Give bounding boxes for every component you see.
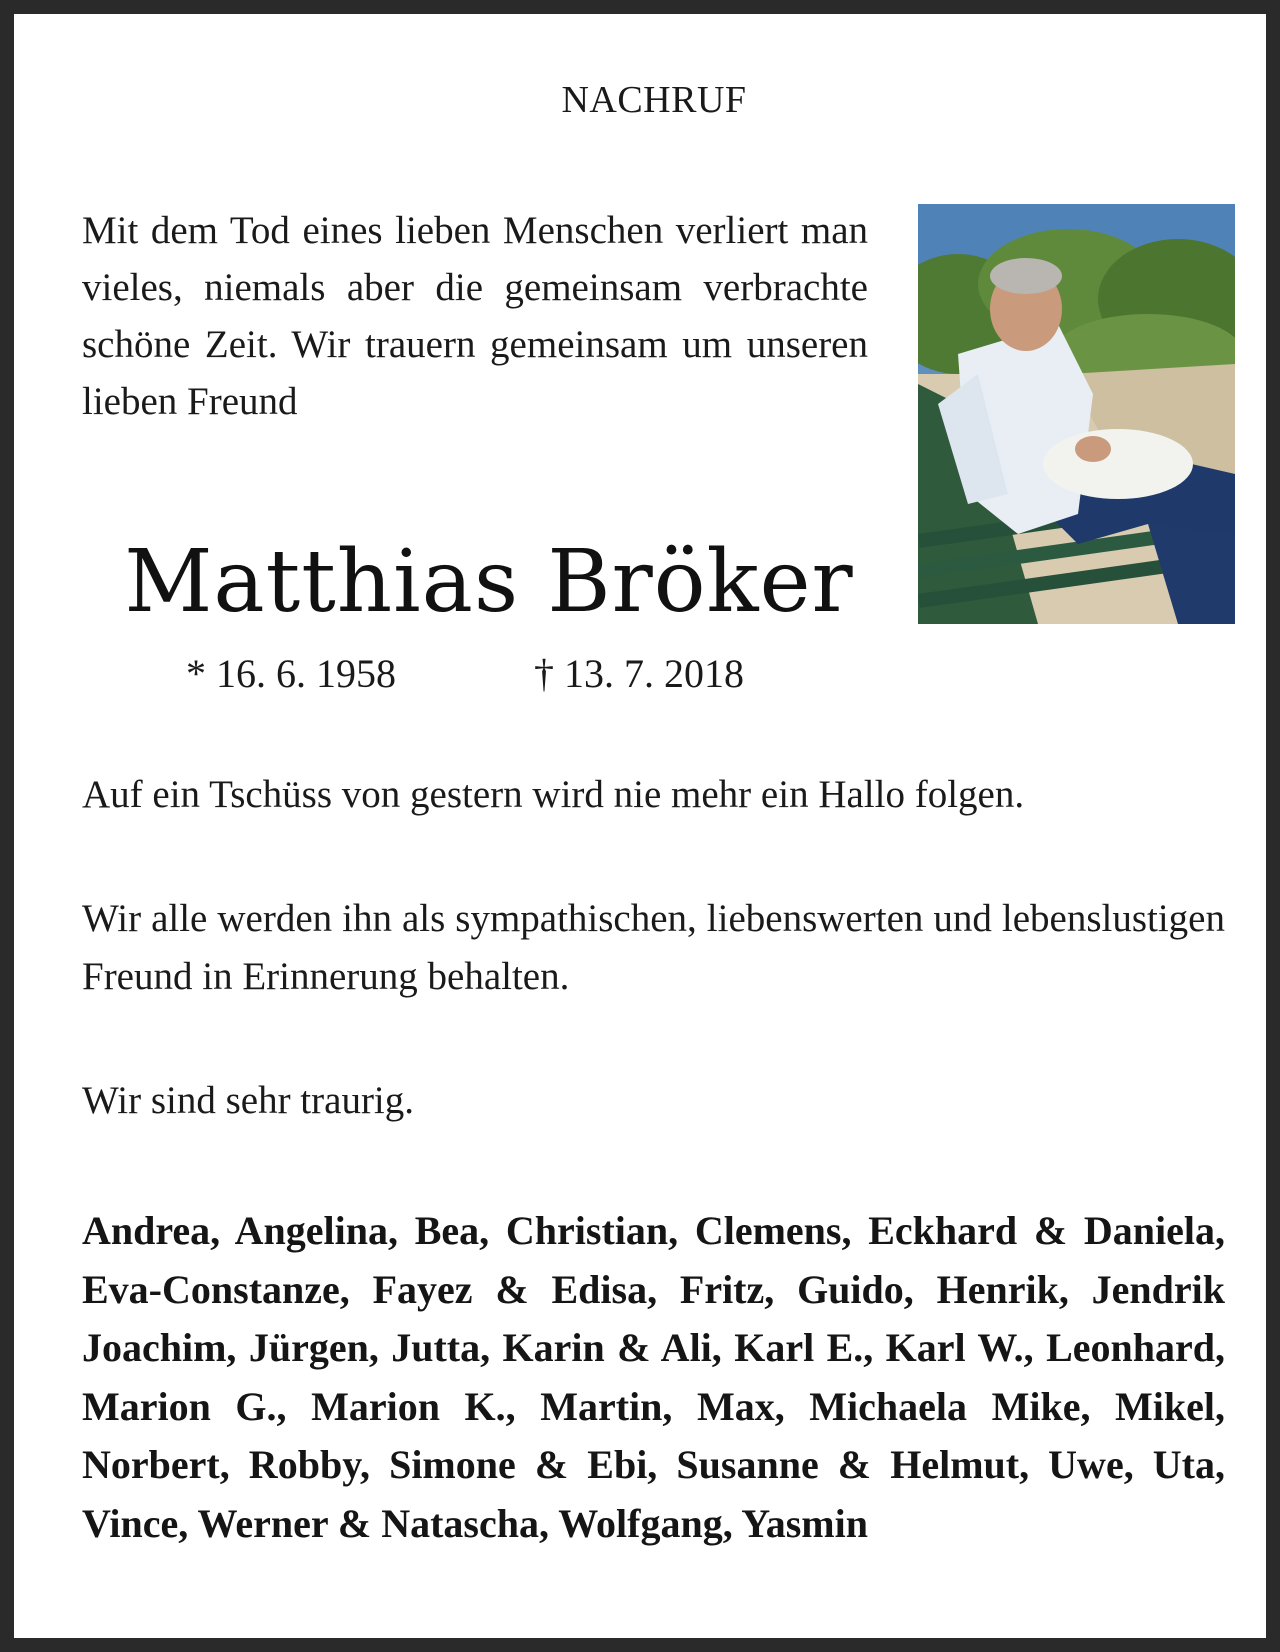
quote-paragraph: Auf ein Tschüss von gestern wird nie mehr ein Hallo folgen. — [82, 773, 1025, 816]
birth-date: * 16. 6. 1958 — [186, 651, 396, 696]
deceased-name: Matthias Bröker — [124, 532, 854, 632]
mourners-list: Andrea, Angelina, Bea, Christian, Clemens, Eckhard & Daniela, Eva-Constanze, Fayez & Edisa, Fritz, Guido, Henrik, Jendrik Joachim, Jürgen, Jutta, Karin & Ali, Karl E., Karl W., Leonhard, Marion G., Marion K., Martin, Max, Michaela Mike, Mikel, Norbert, Robby, Simone & Ebi, Susanne & Helmut, Uwe, Uta, Vince, Werner & Natascha, Wolfgang, Yasmin — [82, 1208, 1225, 1546]
sorrow-paragraph: Wir sind sehr traurig. — [82, 1079, 415, 1122]
portrait-photo — [918, 204, 1235, 624]
intro-text: Mit dem Tod eines lieben Menschen verliert man vieles, niemals aber die gemeinsam verbrachte schöne Zeit. Wir trauern gemeinsam um unseren lieben Freund — [82, 209, 868, 423]
obituary-heading: NACHRUF — [561, 79, 747, 121]
memory-paragraph: Wir alle werden ihn als sympathischen, liebenswerten und lebenslustigen Freund in Erinnerung behalten. — [82, 897, 1225, 998]
death-date: † 13. 7. 2018 — [534, 651, 744, 696]
portrait-photo-icon — [918, 204, 1235, 624]
